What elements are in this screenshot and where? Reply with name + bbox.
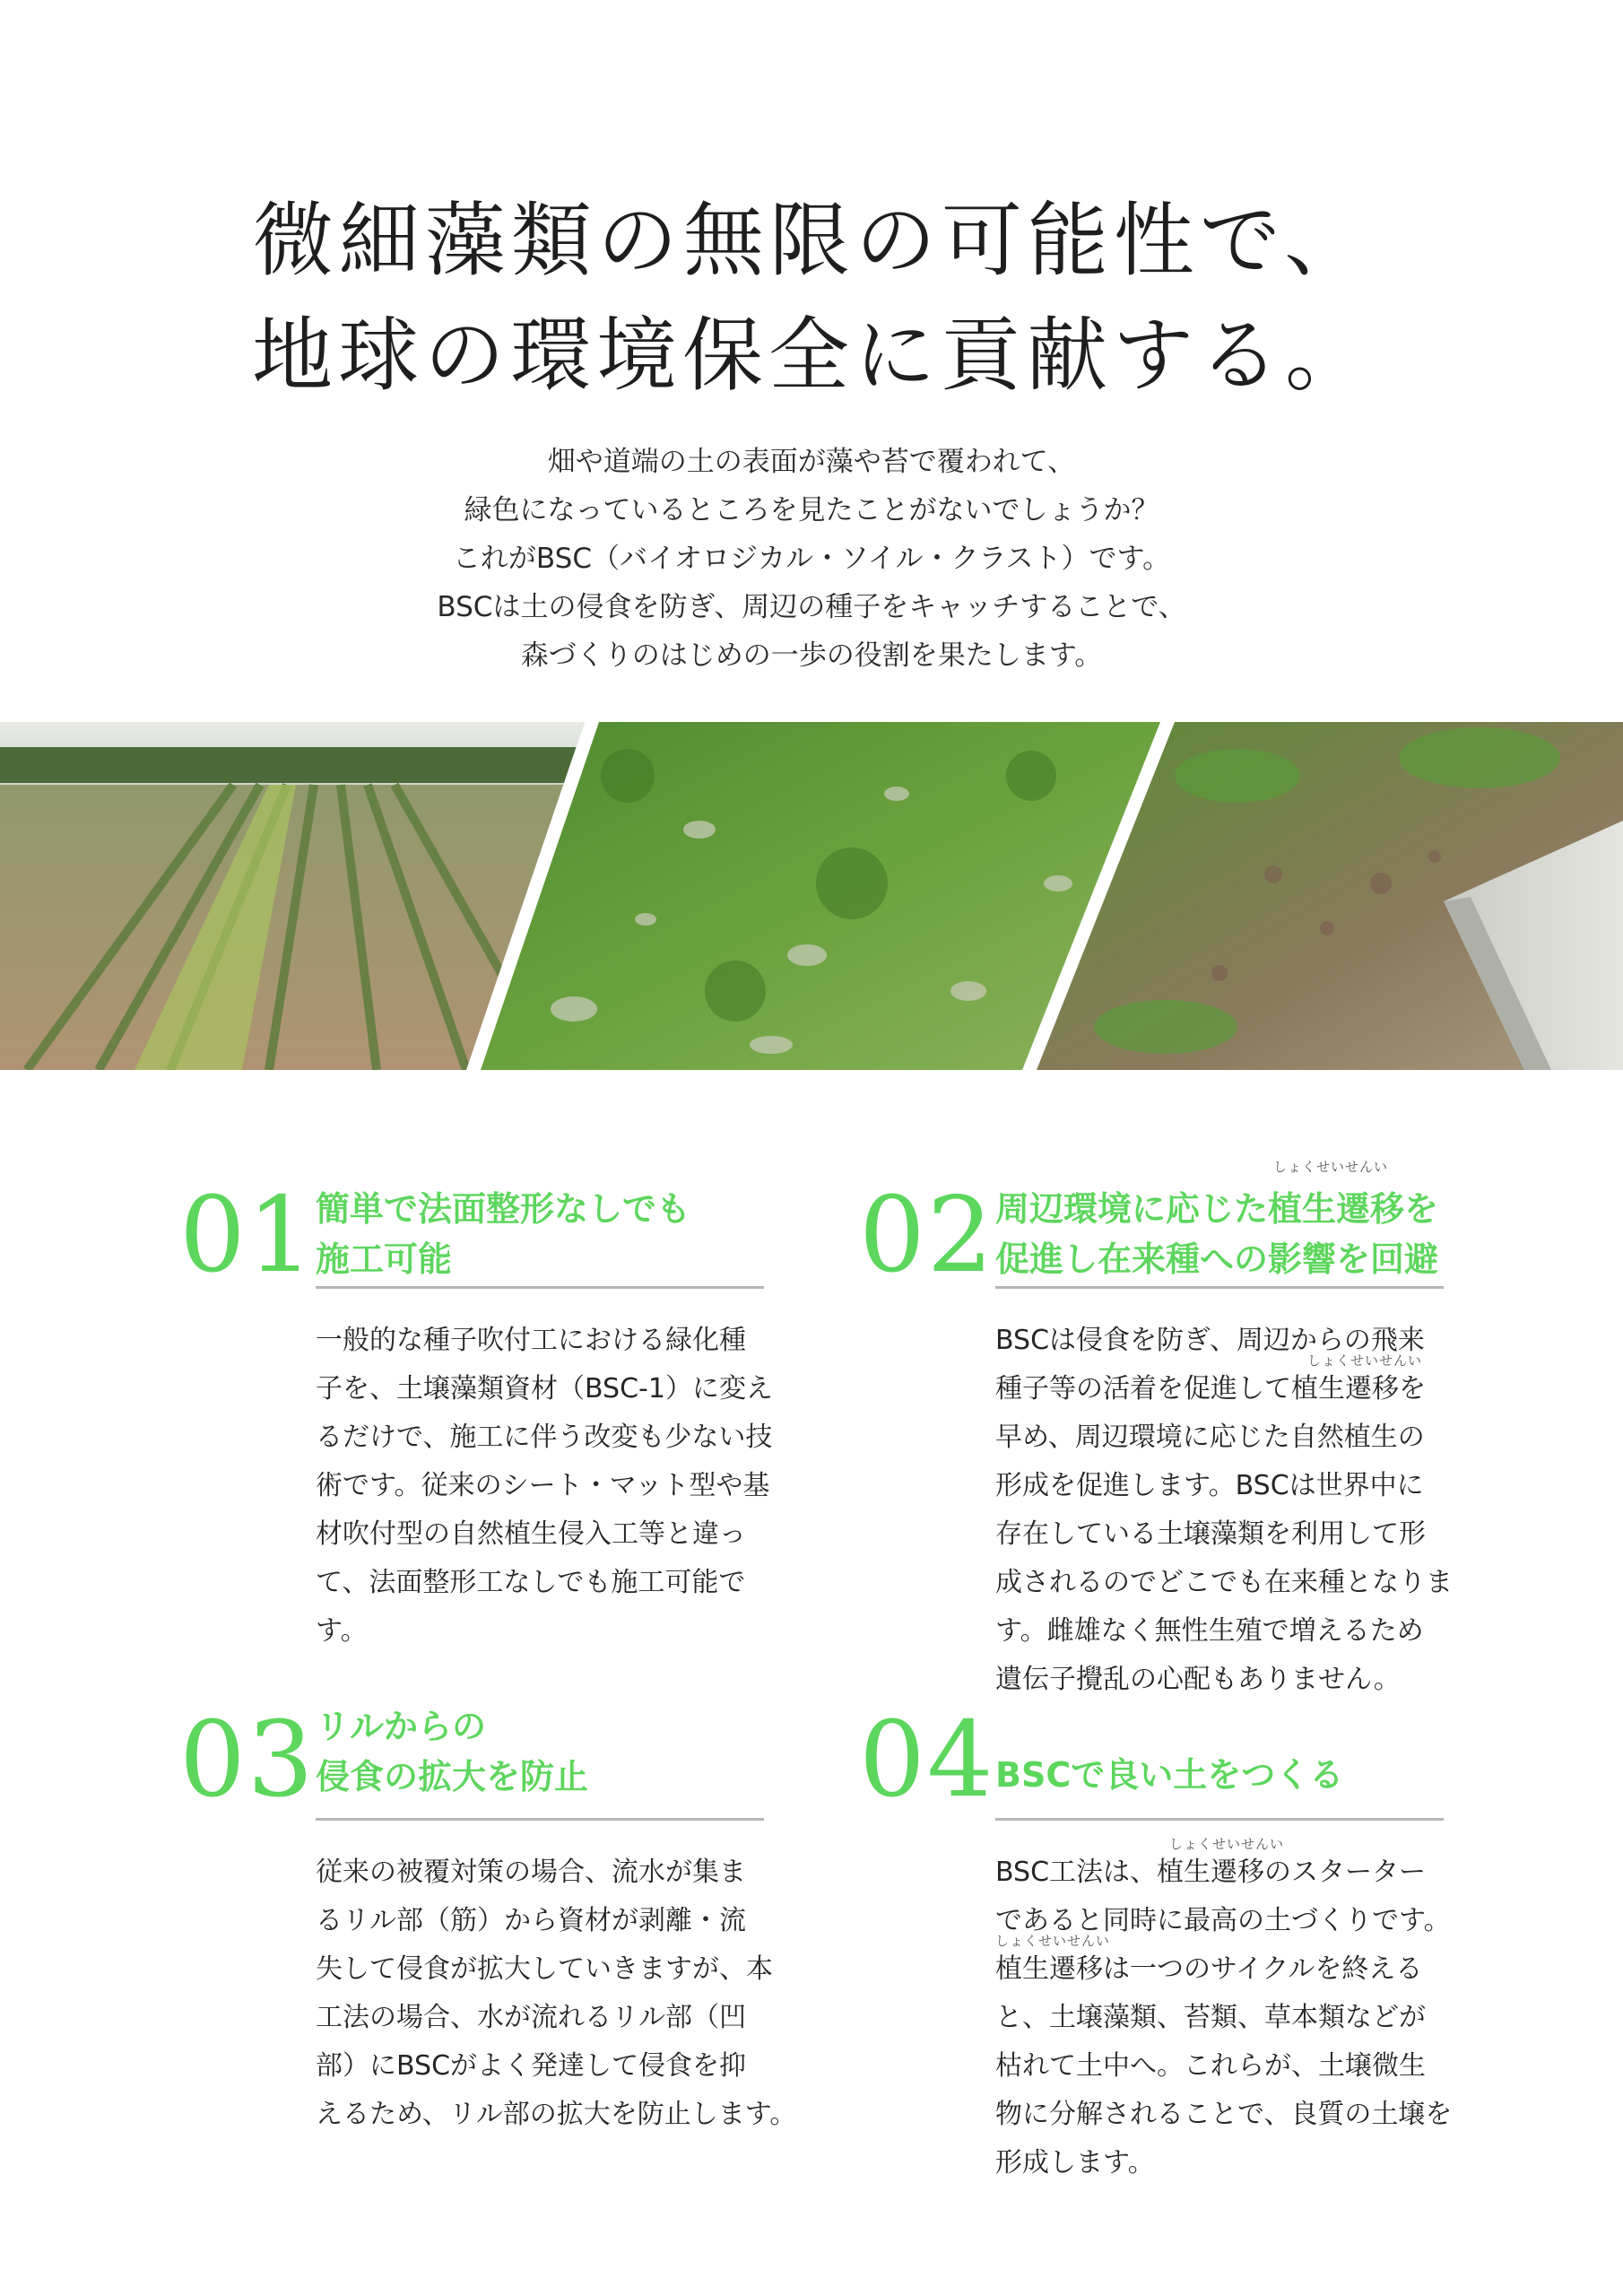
feature-divider bbox=[995, 1286, 1444, 1289]
body-line: 存在している土壌藻類を利用して形 bbox=[995, 1518, 1426, 1550]
intro-line-2: 緑色になっているところを見たことがないでしょうか？ bbox=[464, 494, 1159, 526]
feature-body bbox=[316, 1317, 773, 1656]
photo-strip bbox=[0, 722, 1623, 1070]
feature-title bbox=[995, 1184, 1439, 1284]
body-line: 枯れて土中へ。これらが、土壌微生 bbox=[995, 2050, 1426, 2082]
feature-number: 01 bbox=[179, 1175, 316, 1296]
feature-title bbox=[316, 1184, 737, 1284]
body-line: 植生遷移は一つのサイクルを終える bbox=[995, 1953, 1423, 1985]
feature-title-line: リルからの bbox=[316, 1707, 487, 1746]
feature-divider bbox=[995, 1818, 1444, 1821]
body-line: 形成します。 bbox=[995, 2147, 1155, 2179]
body-line: るだけで、施工に伴う改変も少ない技 bbox=[316, 1422, 773, 1453]
headline-line-1: 微細藻類の無限の可能性で、 bbox=[252, 194, 1371, 288]
intro-line-4: BSCは土の侵食を防ぎ、周辺の種子をキャッチすることで、 bbox=[437, 591, 1186, 623]
feature-title-line: BSCで良い土をつくる bbox=[995, 1755, 1344, 1795]
intro-line-1: 畑や道端の土の表面が藻や苔で覆われて、 bbox=[547, 446, 1076, 478]
feature-title-line: 施工可能 bbox=[316, 1239, 453, 1279]
body-line: 失して侵食が拡大していきますが、本 bbox=[316, 1953, 773, 1985]
body-line: 種子等の活着を促進して植生遷移を bbox=[995, 1373, 1426, 1405]
feature-number: 04 bbox=[859, 1700, 995, 1821]
feature-title bbox=[316, 1701, 737, 1802]
feature-title-line: 侵食の拡大を防止 bbox=[316, 1757, 589, 1796]
body-ruby: しょくせいせんい bbox=[1307, 1352, 1423, 1369]
body-ruby: しょくせいせんい bbox=[1169, 1836, 1285, 1852]
body-line: るリル部（筋）から資材が剥離・流 bbox=[316, 1905, 746, 1936]
feature-divider bbox=[316, 1818, 764, 1821]
intro-line-5: 森づくりのはじめの一歩の役割を果たします。 bbox=[520, 639, 1103, 672]
body-line: 術です。従来のシート・マット型や基 bbox=[316, 1470, 770, 1501]
feature-body bbox=[995, 1848, 1453, 2187]
body-line: 部）にBSCがよく発達して侵食を抑 bbox=[316, 2050, 747, 2082]
page-headline bbox=[0, 184, 1623, 413]
feature-title bbox=[995, 1750, 1417, 1800]
body-line: 遺伝子攪乱の心配もありません。 bbox=[995, 1664, 1401, 1695]
title-ruby: しょくせいせんい bbox=[1273, 1159, 1389, 1175]
body-ruby: しょくせいせんい bbox=[995, 1933, 1111, 1949]
body-line: て、法面整形工なしでも施工可能で bbox=[316, 1567, 746, 1598]
body-line: 子を、土壌藻類資材（BSC-1）に変え bbox=[316, 1373, 773, 1405]
body-line: す。 bbox=[316, 1615, 368, 1647]
feature-title-line: 周辺環境に応じた植生遷移を bbox=[995, 1189, 1439, 1229]
body-line: 一般的な種子吹付工における緑化種 bbox=[316, 1325, 746, 1356]
body-line: BSCは侵食を防ぎ、周辺からの飛来 bbox=[995, 1325, 1425, 1356]
body-line: 成されるのでどこでも在来種となりま bbox=[995, 1567, 1453, 1598]
intro-text bbox=[0, 438, 1623, 680]
body-line: BSC工法は、植生遷移のスターター bbox=[995, 1857, 1427, 1888]
body-line: と、土壌藻類、苔類、草本類などが bbox=[995, 2002, 1426, 2033]
headline-line-2: 地球の環境保全に貢献する。 bbox=[252, 309, 1371, 403]
body-line: 物に分解されることで、良質の土壌を bbox=[995, 2099, 1453, 2130]
intro-line-3: これがBSC（バイオロジカル・ソイル・クラスト）です。 bbox=[452, 543, 1171, 575]
body-line: えるため、リル部の拡大を防止します。 bbox=[316, 2099, 797, 2130]
body-line: 早め、周辺環境に応じた自然植生の bbox=[995, 1422, 1425, 1453]
feature-number: 02 bbox=[859, 1175, 995, 1296]
body-line: す。雌雄なく無性生殖で増えるため bbox=[995, 1615, 1424, 1647]
body-line: 形成を促進します。BSCは世界中に bbox=[995, 1470, 1424, 1501]
body-line: であると同時に最高の土づくりです。 bbox=[995, 1905, 1451, 1936]
feature-title-line: 促進し在来種への影響を回避 bbox=[995, 1239, 1439, 1279]
body-line: 工法の場合、水が流れるリル部（凹 bbox=[316, 2002, 746, 2033]
feature-body bbox=[995, 1317, 1453, 1704]
body-line: 従来の被覆対策の場合、流水が集ま bbox=[316, 1857, 746, 1888]
feature-body bbox=[316, 1848, 797, 2139]
feature-number: 03 bbox=[179, 1700, 316, 1821]
body-line: 材吹付型の自然植生侵入工等と違っ bbox=[316, 1518, 746, 1550]
feature-title-line: 簡単で法面整形なしでも bbox=[316, 1189, 691, 1229]
feature-divider bbox=[316, 1286, 764, 1289]
